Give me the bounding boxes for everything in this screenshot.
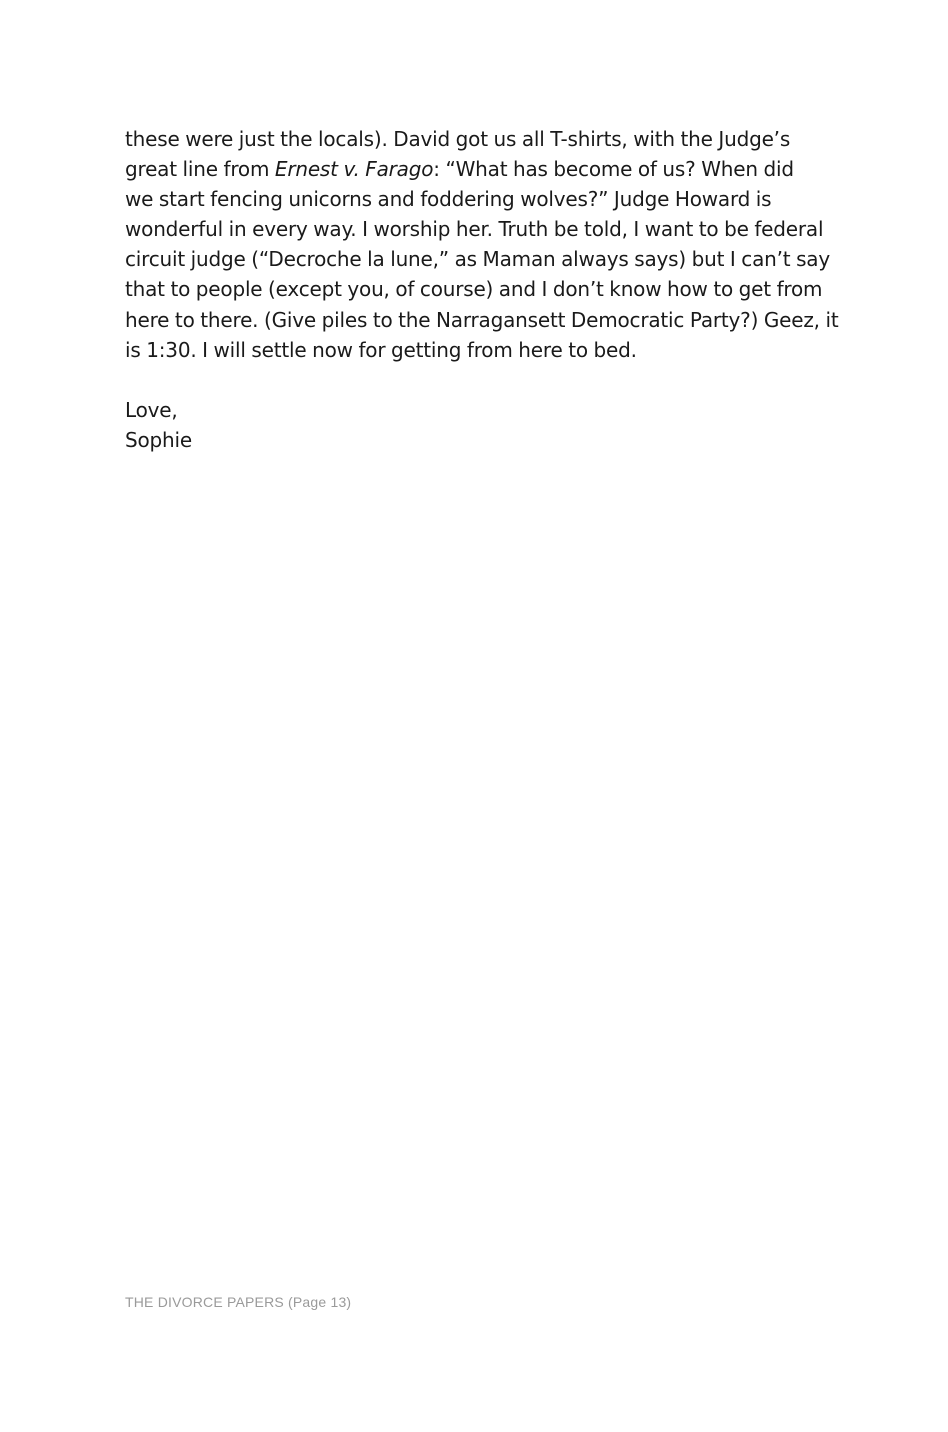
text-segment: is 1:30. I will settle now for getting from here to bed.: [125, 337, 637, 362]
text-segment: here to there. (Give piles to the Narragansett Democratic Party?) Geez, it: [125, 307, 839, 332]
letter-line-4: [125, 214, 835, 244]
letter-line-1: [125, 124, 835, 154]
letter-line-3: [125, 184, 835, 214]
letter-signature: Sophie: [125, 427, 192, 452]
letter-line-7: [125, 305, 839, 335]
letter-line-5: [125, 244, 835, 274]
text-segment: that to people (except you, of course) and I don’t know how to get from: [125, 277, 823, 302]
letter-line-6: [125, 274, 835, 304]
text-segment: : “What has become of us? When did: [433, 157, 794, 182]
text-segment: great line from: [125, 157, 275, 182]
text-segment: wonderful in every way. I worship her. Truth be told, I want to be federal: [125, 217, 824, 242]
text-segment: these were just the locals). David got us all T-shirts, with the Judge’s: [125, 127, 791, 151]
letter-closing: Love,: [125, 397, 178, 422]
page-footer: THE DIVORCE PAPERS (Page 13): [125, 1294, 352, 1310]
text-segment: circuit judge (“Decroche la lune,” as Maman always says) but I can’t say: [125, 247, 830, 272]
letter-line-2: [125, 154, 835, 184]
case-name-italic: Ernest v. Farago: [274, 157, 434, 182]
letter-body: [125, 124, 839, 455]
text-segment: we start fencing unicorns and foddering wolves?” Judge Howard is: [125, 187, 772, 212]
paragraph-gap: [125, 365, 835, 395]
letter-line-8: [125, 335, 835, 365]
